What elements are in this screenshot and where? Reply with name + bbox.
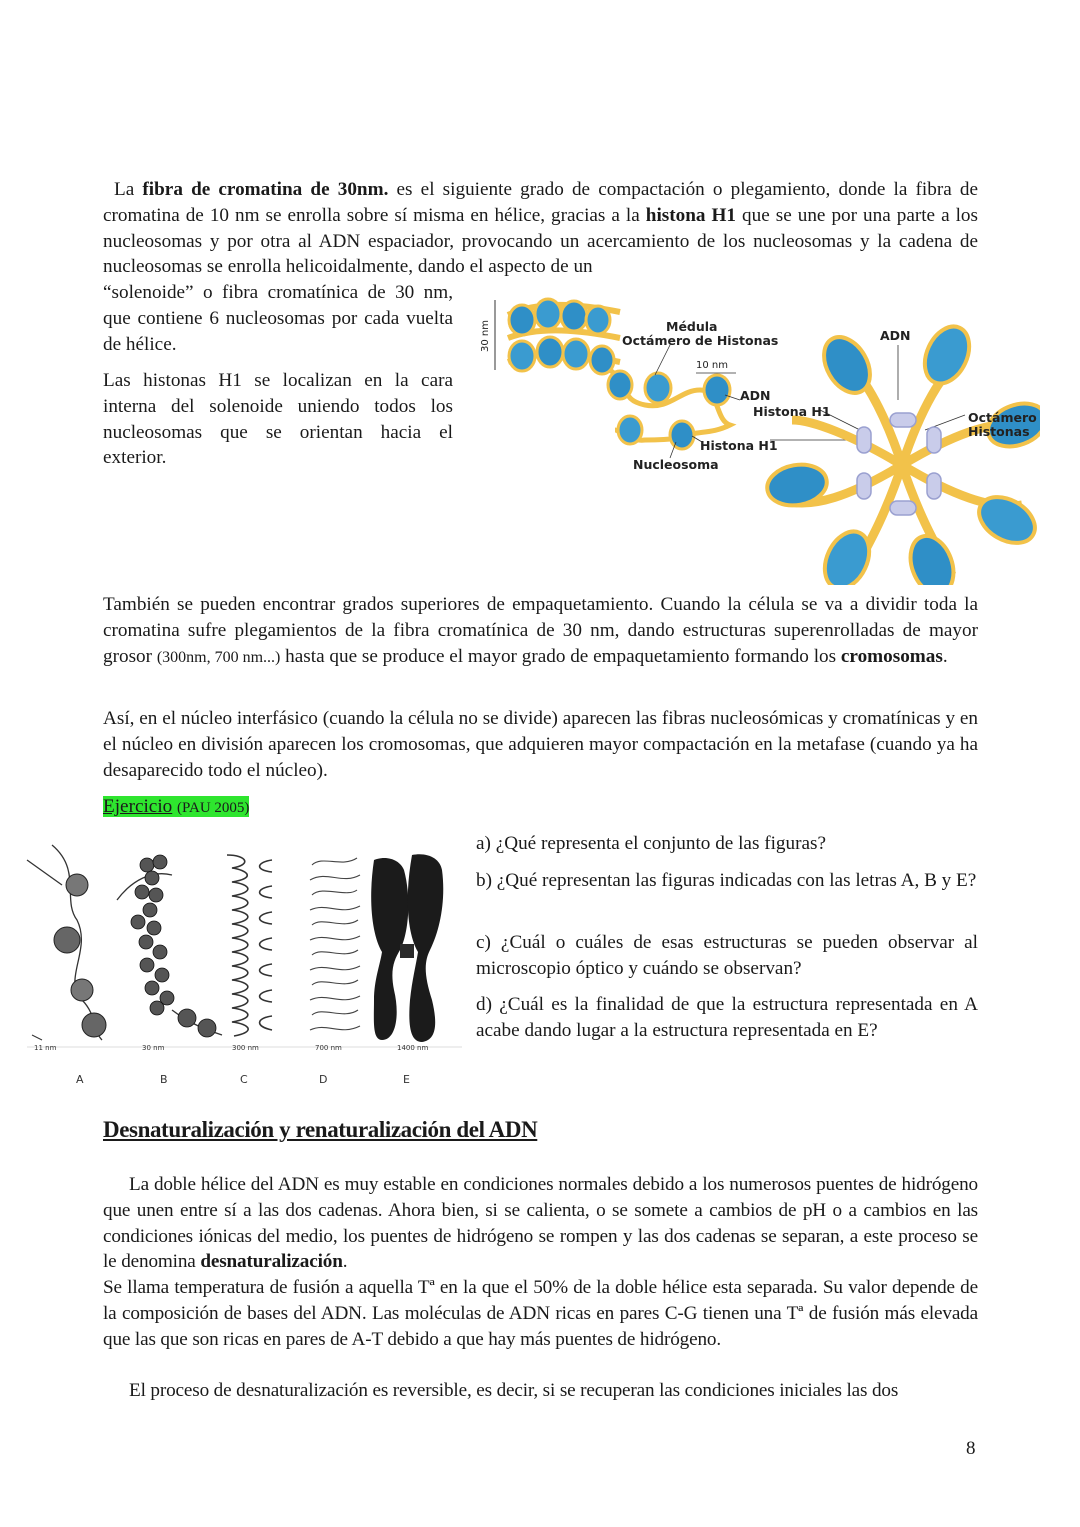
paragraph-histonas-h1: Las histonas H1 se localizan en la cara interna del solenoide uniendo todos los nucleosomas que se orientan hacia el exterior. [103, 370, 453, 469]
structure-d [310, 858, 360, 1030]
section-title: Desnaturalización y renaturalización del ADN [103, 1117, 538, 1142]
label-medula: Médula [666, 319, 718, 334]
exercise-title: Ejercicio (PAU 2005) [103, 796, 250, 817]
exercise-heading [103, 794, 249, 821]
structure-c [227, 855, 272, 1036]
letter-c: C [240, 1073, 248, 1086]
size-c: 300 nm [232, 1044, 259, 1052]
label-histonas: Histonas [968, 424, 1030, 439]
term-histona-h1: histona H1 [645, 204, 737, 226]
compaction-figure [22, 840, 462, 1090]
paragraph-empaquetamiento: También se pueden encontrar grados superiores de empaquetamiento. Cuando la célula se va a dividir toda la cromatina sufre plegamientos de la fibra cromatínica de 30 nm, dando estructuras superenrolladas de mayor grosor (300nm, 700 nm...) hasta que se produce el mayor grado de empaquetamiento formando los cromosomas. [103, 594, 978, 667]
term-desnaturalizacion: desnaturalización [200, 1251, 343, 1273]
letter-e: E [403, 1073, 410, 1086]
term-fibra-30nm: fibra de cromatina de 30nm. [142, 179, 389, 200]
solenoid-diagram [470, 290, 1040, 585]
label-adn-right: ADN [880, 328, 911, 343]
paragraph-solenoide: “solenoide” o fibra cromatínica de 30 nm, que contiene 6 nucleosomas por cada vuelta de hélice. [103, 282, 453, 355]
size-b: 30 nm [142, 1044, 165, 1052]
size-e: 1400 nm [397, 1044, 429, 1052]
paragraph-temperatura-fusion: Se llama temperatura de fusión a aquella Tª en la que el 50% de la doble hélice esta separada. Su valor depende de la composición de bases del ADN. Las moléculas de ADN ricas en pares C-G tienen una Tª de fusión más elevada que las que son ricas en pares de A-T debido a que hay más puentes de hidrógeno. [103, 1277, 978, 1350]
letter-b: B [160, 1073, 168, 1086]
label-10nm: 10 nm [696, 360, 728, 371]
label-adn-mid: ADN [740, 388, 771, 403]
size-a: 11 nm [34, 1044, 57, 1052]
paragraph-reversible: El proceso de desnaturalización es reversible, es decir, si se recuperan las condiciones iniciales las dos [129, 1380, 899, 1401]
structure-b [117, 855, 222, 1037]
question-b: b) ¿Qué representan las figuras indicadas con las letras A, B y E? [476, 870, 977, 891]
term-cromosomas: cromosomas [840, 645, 943, 667]
solenoid-fiber [508, 299, 620, 374]
size-d: 700 nm [315, 1044, 342, 1052]
paragraph-nucleo-interfasico: Así, en el núcleo interfásico (cuando la célula no se divide) aparecen las fibras nucleosómicas y cromatínicas y en el núcleo en división aparecen los cromosomas, que adquieren mayor compactación en la metafase (cuando ya ha desaparecido todo el núcleo). [103, 708, 978, 781]
question-c: c) ¿Cuál o cuáles de esas estructuras se pueden observar al microscopio óptico y cuándo se observan? [476, 932, 978, 979]
question-d: d) ¿Cuál es la finalidad de que la estructura representada en A acabe dando lugar a la estructura representada en E? [476, 994, 978, 1041]
label-30nm: 30 nm [480, 320, 491, 352]
structure-e [371, 854, 443, 1042]
page-number: 8 [966, 1438, 976, 1459]
letter-a: A [76, 1073, 84, 1086]
solenoid-cross-section [764, 319, 1040, 585]
paragraph-desnaturalizacion: La doble hélice del ADN es muy estable en condiciones normales debido a los numerosos puentes de hidrógeno que unen entre sí a las dos cadenas. Ahora bien, si se calienta, o se somete a cambios de pH o a cambios en las condiciones iónicas del medio, los puentes de hidrógeno se rompen y las dos cadenas se separan, a este proceso se le denomina desnaturalización. [103, 1174, 978, 1273]
label-octamero-histonas: Octámero de Histonas [622, 333, 779, 348]
label-nucleosoma: Nucleosoma [633, 457, 719, 472]
label-octamero: Octámero [968, 410, 1037, 425]
label-histona-h1-lower: Histona H1 [700, 438, 778, 453]
label-histona-h1-upper: Histona H1 [753, 404, 831, 419]
paragraph-fibra-30nm: La fibra de cromatina de 30nm. es el siguiente grado de compactación o plegamiento, donde la fibra de cromatina de 10 nm se enrolla sobre sí misma en hélice, gracias a la histona H1 que se une por una parte a los nucleosomas y por otra al ADN espaciador, provocando un acercamiento de los nucleosomas y la cadena de nucleosomas se enrolla helicoidalmente, dando el aspecto de un [103, 179, 978, 278]
question-a: a) ¿Qué representa el conjunto de las figuras? [476, 833, 827, 854]
letter-d: D [319, 1073, 328, 1086]
structure-a [27, 845, 106, 1040]
